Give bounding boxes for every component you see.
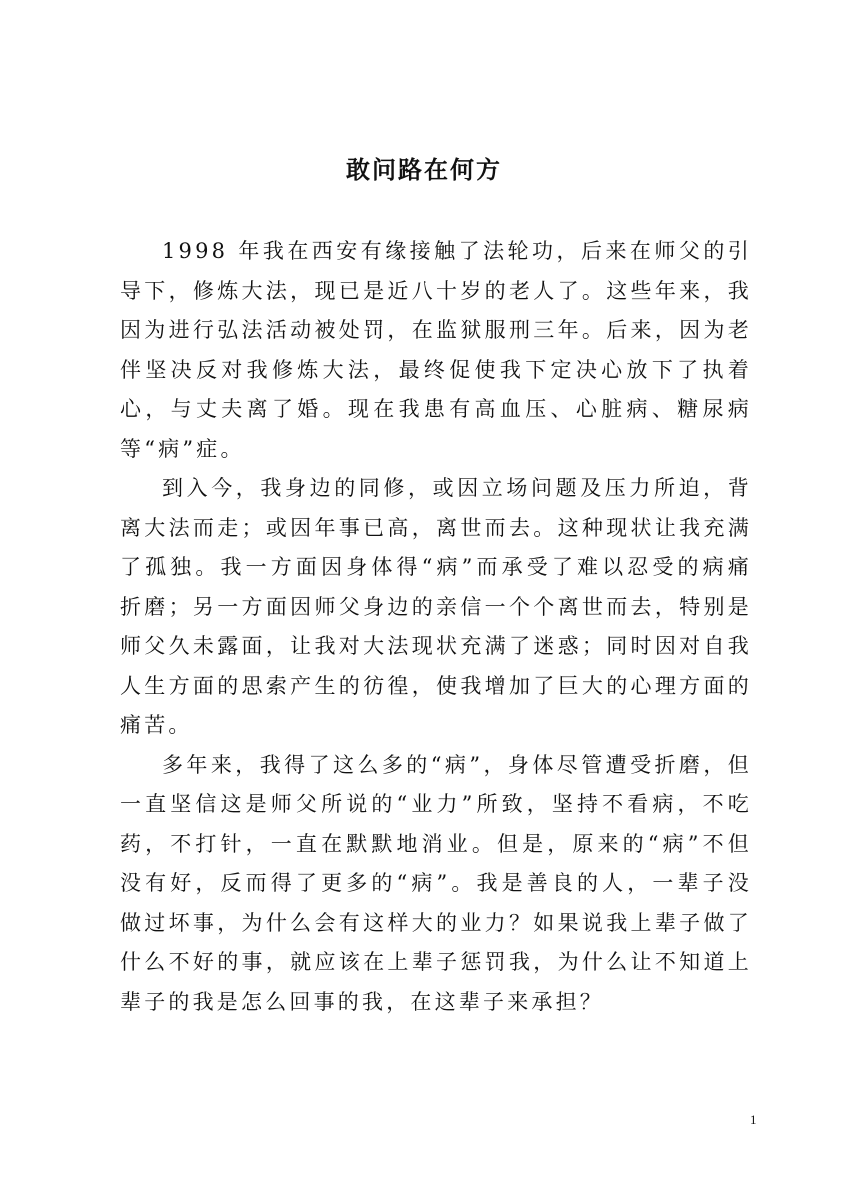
document-body — [120, 232, 752, 1022]
page-number: 1 — [750, 1112, 757, 1127]
paragraph-1: 1998 年我在西安有缘接触了法轮功，后来在师父的引导下，修炼大法，现已是近八十岁的老人了。这些年来，我因为进行弘法活动被处罚，在监狱服刑三年。后来，因为老伴坚决反对我修炼大法，最终促使我下定决心放下了执着心，与丈夫离了婚。现在我患有高血压、心脏病、糖尿病等“病”症。 — [120, 239, 752, 461]
paragraph-2: 到入今，我身边的同修，或因立场问题及压力所迫，背离大法而走；或因年事已高，离世而去。这种现状让我充满了孤独。我一方面因身体得“病”而承受了难以忍受的病痛折磨；另一方面因师父身边的亲信一个个离世而去，特别是师父久未露面，让我对大法现状充满了迷惑；同时因对自我人生方面的思索产生的彷徨，使我增加了巨大的心理方面的痛苦。 — [120, 476, 752, 737]
document-title: 敢问路在何方 — [346, 156, 502, 184]
paragraph-3: 多年来，我得了这么多的“病”，身体尽管遭受折磨，但一直坚信这是师父所说的“业力”所致，坚持不看病，不吃药，不打针，一直在默默地消业。但是，原来的“病”不但没有好，反而得了更多的“病”。我是善良的人，一辈子没做过坏事，为什么会有这样大的业力？如果说我上辈子做了什么不好的事，就应该在上辈子惩罚我，为什么让不知道上辈子的我是怎么回事的我，在这辈子来承担？ — [120, 752, 752, 1014]
